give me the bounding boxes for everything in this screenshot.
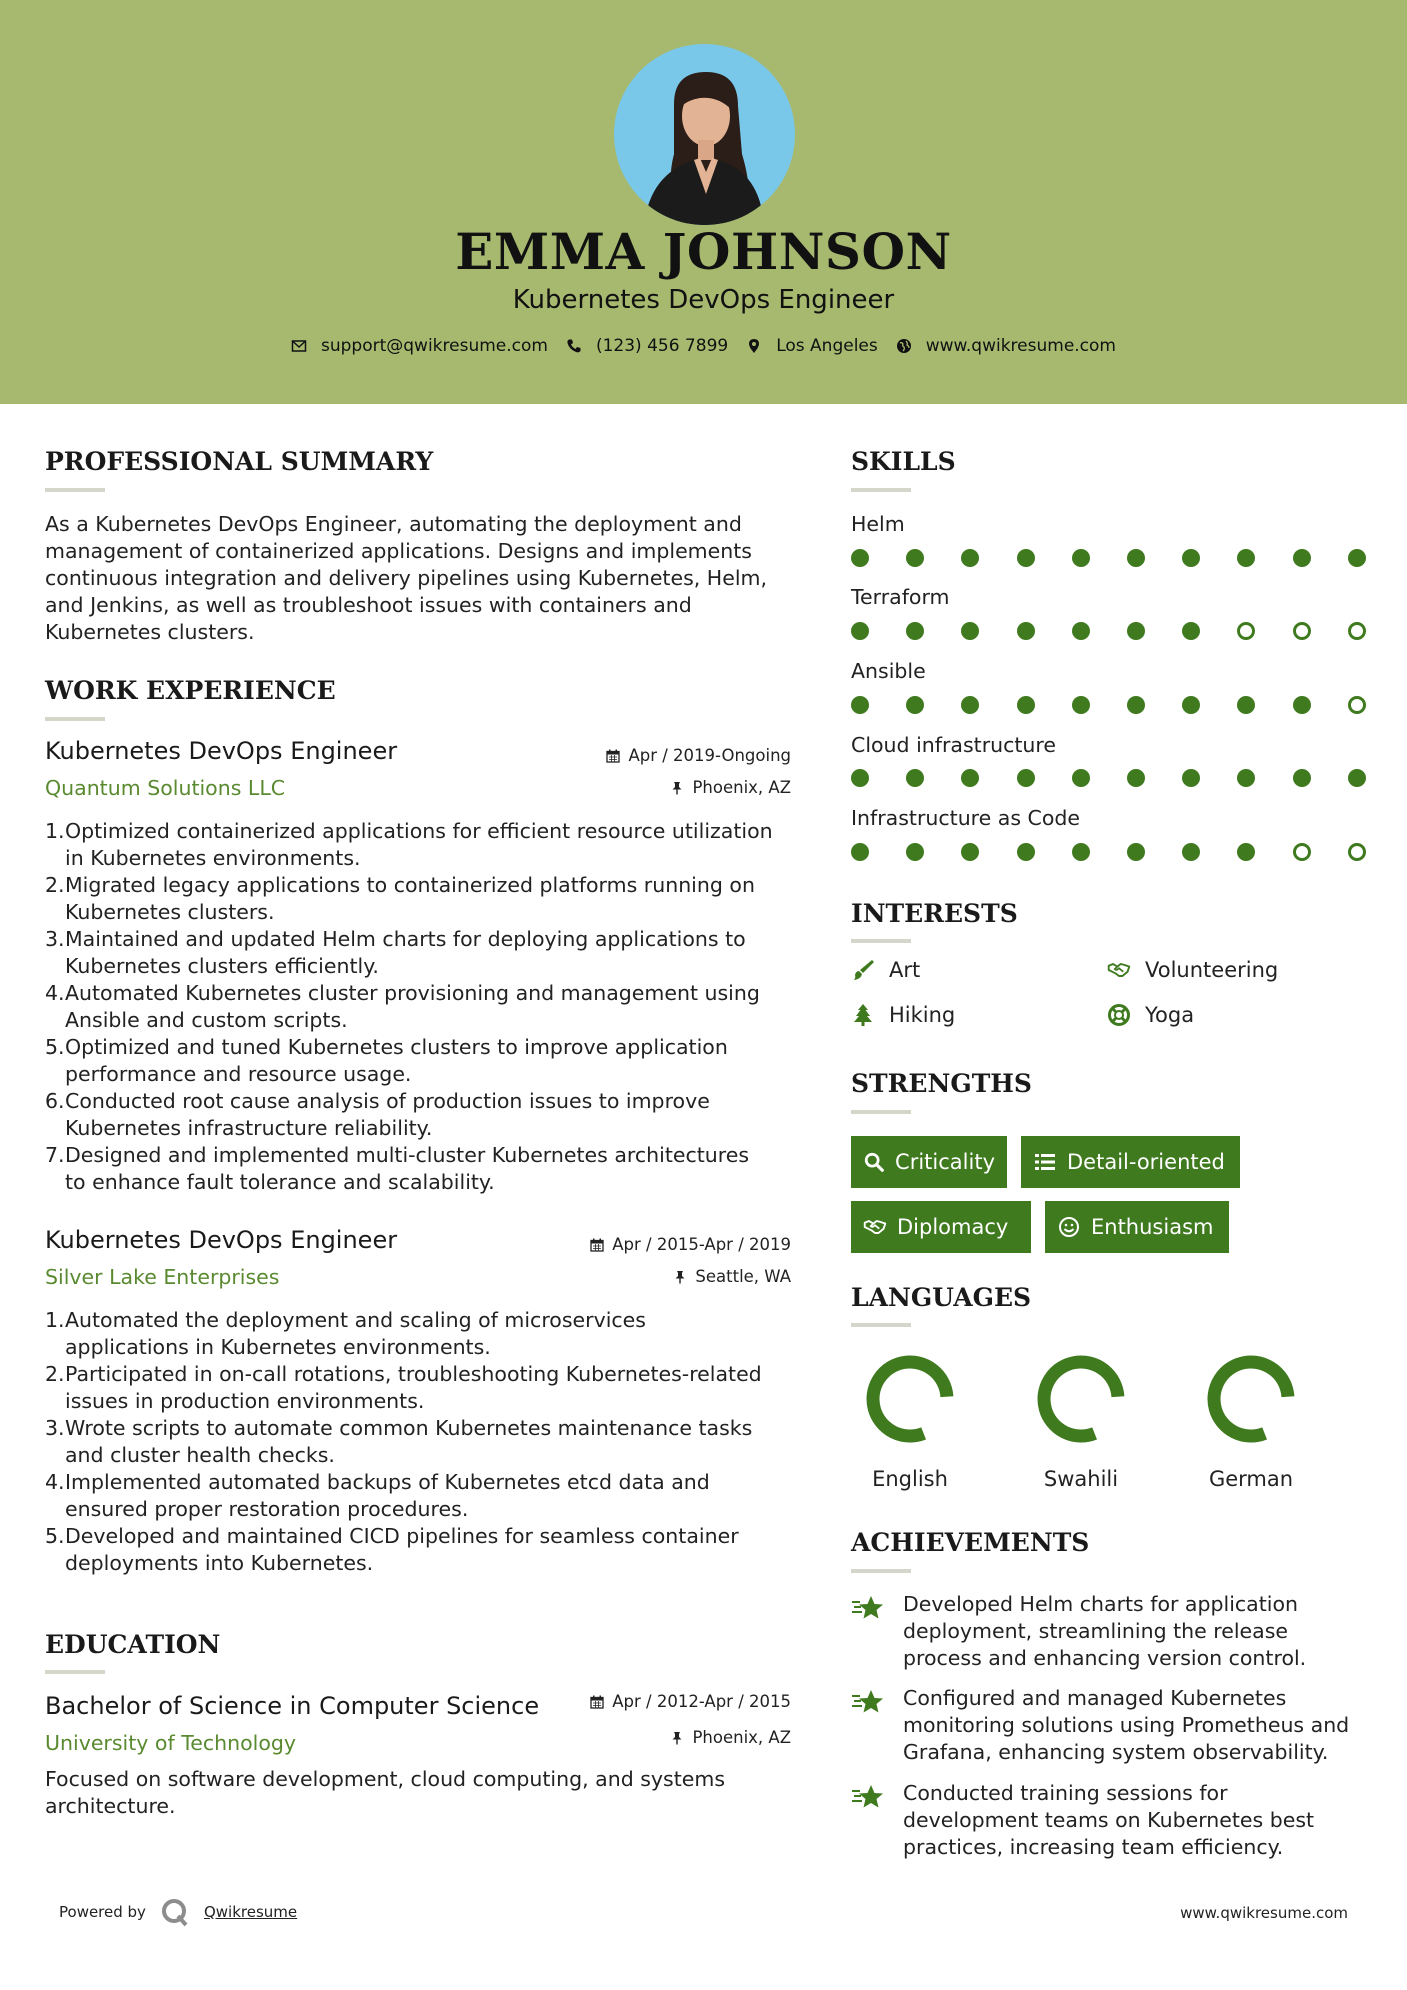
- skill-dot-filled: [1293, 696, 1311, 714]
- degree-title: Bachelor of Science in Computer Science: [45, 1692, 540, 1720]
- achievement-item: [851, 1685, 1349, 1766]
- skill-dot-empty: [1237, 622, 1255, 640]
- lifebuoy-icon: [1107, 1003, 1131, 1027]
- duty-line: in Kubernetes environments.: [65, 846, 361, 870]
- list-item: 7. Designed and implemented multi-cluster Kubernetes architectures to enhance fault tolerance and scalability.: [45, 1143, 750, 1194]
- pushpin-icon: [673, 1270, 687, 1284]
- skill-dot-filled: [1127, 843, 1145, 861]
- skill-dot-filled: [961, 843, 979, 861]
- achievement-line: process and enhancing version control.: [903, 1646, 1307, 1670]
- envelope-icon: [291, 338, 307, 354]
- interest-hiking: [851, 1003, 955, 1027]
- profile-photo: [614, 44, 795, 225]
- experience-underline: [45, 717, 105, 721]
- achievement-line: monitoring solutions using Prometheus and: [903, 1713, 1350, 1737]
- language-progress-ring: [860, 1349, 960, 1449]
- skill-dot-filled: [906, 843, 924, 861]
- list-item: 5. Optimized and tuned Kubernetes clusters to improve application performance and resource usage.: [45, 1035, 728, 1086]
- skill-dot-filled: [1017, 769, 1035, 787]
- skill-dot-empty: [1348, 696, 1366, 714]
- strengths-underline: [851, 1110, 911, 1114]
- job-company: Silver Lake Enterprises: [45, 1265, 280, 1289]
- skill-dot-filled: [961, 696, 979, 714]
- duty-line: deployments into Kubernetes.: [65, 1551, 374, 1575]
- education-line: Focused on software development, cloud computing, and systems: [45, 1767, 726, 1791]
- skill-dot-filled: [906, 696, 924, 714]
- language-english: [855, 1349, 965, 1491]
- language-label: English: [872, 1467, 948, 1491]
- skill-dot-filled: [1237, 769, 1255, 787]
- powered-by-brand-link[interactable]: Qwikresume: [203, 1903, 298, 1921]
- duty-line: applications in Kubernetes environments.: [65, 1335, 491, 1359]
- education-location-text: Phoenix, AZ: [692, 1728, 791, 1747]
- duty-line: Maintained and updated Helm charts for deploying applications to: [65, 927, 746, 951]
- job-location: [670, 778, 791, 797]
- achievement-line: development teams on Kubernetes best: [903, 1808, 1315, 1832]
- list-item: 5. Developed and maintained CICD pipelines for seamless container deployments into Kubernetes.: [45, 1524, 739, 1575]
- skill-dot-filled: [1293, 769, 1311, 787]
- skill-dot-filled: [1127, 549, 1145, 567]
- interest-volunteering: [1107, 958, 1278, 982]
- list-item: 4. Implemented automated backups of Kubernetes etcd data and ensured proper restoration procedures.: [45, 1470, 710, 1521]
- strength-label: Diplomacy: [897, 1215, 1009, 1239]
- skill-dot-filled: [961, 769, 979, 787]
- language-swahili: [1026, 1349, 1136, 1491]
- footer-website-link[interactable]: www.qwikresume.com: [1180, 1904, 1348, 1922]
- phone-icon: [566, 338, 582, 354]
- contact-website-text: www.qwikresume.com: [925, 336, 1116, 356]
- summary-line: management of containerized applications. Designs and implements: [45, 539, 752, 563]
- list-item: 3. Wrote scripts to automate common Kubernetes maintenance tasks and cluster health checks.: [45, 1416, 753, 1467]
- skill-dot-filled: [1072, 843, 1090, 861]
- profile-photo-image: [614, 44, 795, 225]
- skill-dot-filled: [1072, 696, 1090, 714]
- skill-dot-filled: [1127, 696, 1145, 714]
- duty-line: Participated in on-call rotations, troubleshooting Kubernetes-related: [65, 1362, 762, 1386]
- skill-dot-filled: [1072, 549, 1090, 567]
- summary-line: and Jenkins, as well as troubleshoot issues with containers and: [45, 593, 692, 617]
- achievement-line: practices, increasing team efficiency.: [903, 1835, 1284, 1859]
- contact-phone-text: (123) 456 7899: [595, 336, 729, 356]
- contact-email[interactable]: [291, 336, 548, 356]
- skill-dot-filled: [1293, 549, 1311, 567]
- skill-name: Cloud infrastructure: [851, 733, 1056, 757]
- skill-dot-filled: [1237, 843, 1255, 861]
- duty-line: ensured proper restoration procedures.: [65, 1497, 469, 1521]
- header-banner: [0, 0, 1407, 404]
- strength-badge-detail-oriented: [1021, 1136, 1240, 1188]
- education-heading: EDUCATION: [45, 1630, 221, 1659]
- contact-email-text: support@qwikresume.com: [321, 336, 548, 356]
- languages-heading: LANGUAGES: [851, 1283, 1032, 1312]
- language-progress-ring: [1201, 1349, 1301, 1449]
- language-german: [1196, 1349, 1306, 1491]
- skill-dot-filled: [1237, 696, 1255, 714]
- skill-dot-filled: [851, 696, 869, 714]
- strength-label: Detail-oriented: [1067, 1150, 1225, 1174]
- skill-dot-filled: [1127, 622, 1145, 640]
- contact-location-text: Los Angeles: [776, 336, 878, 356]
- skill-dot-filled: [1127, 769, 1145, 787]
- duty-line: Migrated legacy applications to containerized platforms running on: [65, 873, 755, 897]
- education-line: architecture.: [45, 1794, 176, 1818]
- summary-text: [45, 511, 767, 646]
- job-dates: [590, 1235, 791, 1254]
- skill-dot-filled: [906, 549, 924, 567]
- summary-line: As a Kubernetes DevOps Engineer, automating the deployment and: [45, 512, 742, 536]
- duty-line: Implemented automated backups of Kubernetes etcd data and: [65, 1470, 710, 1494]
- interests-underline: [851, 939, 911, 943]
- list-item: 1. Optimized containerized applications for efficient resource utilization in Kubernetes environments.: [45, 819, 773, 870]
- interests-heading: INTERESTS: [851, 899, 1018, 928]
- job-dates-text: Apr / 2019-Ongoing: [628, 746, 791, 765]
- job-company: Quantum Solutions LLC: [45, 776, 286, 800]
- skill-dot-filled: [1072, 769, 1090, 787]
- achievement-line: Conducted training sessions for: [903, 1781, 1228, 1805]
- contact-phone[interactable]: [566, 336, 728, 356]
- strengths-heading: STRENGTHS: [851, 1069, 1032, 1098]
- strength-label: Enthusiasm: [1091, 1215, 1214, 1239]
- calendar-icon: [590, 1695, 604, 1709]
- duty-line: to enhance fault tolerance and scalability.: [65, 1170, 495, 1194]
- interest-label: Volunteering: [1145, 958, 1279, 982]
- handshake-icon: [1107, 958, 1131, 982]
- skill-dot-empty: [1293, 622, 1311, 640]
- achievement-line: Configured and managed Kubernetes: [903, 1686, 1287, 1710]
- globe-icon: [896, 338, 912, 354]
- tree-icon: [851, 1003, 875, 1027]
- list-item: 3. Maintained and updated Helm charts for deploying applications to Kubernetes clusters efficiently.: [45, 927, 746, 978]
- list-item: 4. Automated Kubernetes cluster provisioning and management using Ansible and custom scripts.: [45, 981, 760, 1032]
- duty-line: Automated Kubernetes cluster provisioning and management using: [65, 981, 760, 1005]
- skill-dot-filled: [851, 622, 869, 640]
- duty-line: Kubernetes clusters.: [65, 900, 275, 924]
- interest-yoga: [1107, 1003, 1194, 1027]
- skill-dot-filled: [961, 622, 979, 640]
- skills-heading: SKILLS: [851, 447, 956, 476]
- skill-dot-filled: [961, 549, 979, 567]
- achievements-underline: [851, 1569, 911, 1573]
- achievements-heading: ACHIEVEMENTS: [851, 1528, 1090, 1557]
- skill-dot-filled: [1348, 549, 1366, 567]
- achievement-item: [851, 1780, 1314, 1861]
- skill-dot-empty: [1348, 622, 1366, 640]
- achievement-line: deployment, streamlining the release: [903, 1619, 1289, 1643]
- job-dates: [606, 746, 791, 765]
- summary-line: continuous integration and delivery pipelines using Kubernetes, Helm,: [45, 566, 768, 590]
- smile-icon: [1057, 1215, 1081, 1239]
- skill-dot-filled: [1182, 843, 1200, 861]
- powered-by-text: Powered by: [59, 1903, 146, 1921]
- skill-dot-filled: [851, 769, 869, 787]
- skill-dot-empty: [1348, 843, 1366, 861]
- skill-dot-empty: [1293, 843, 1311, 861]
- skill-dot-filled: [1182, 622, 1200, 640]
- list-item: 6. Conducted root cause analysis of production issues to improve Kubernetes infrastructure reliability.: [45, 1089, 710, 1140]
- duty-line: performance and resource usage.: [65, 1062, 412, 1086]
- job-duties-list: [45, 1307, 762, 1577]
- map-pin-icon: [746, 338, 762, 354]
- school-name: University of Technology: [45, 1731, 297, 1755]
- language-label: Swahili: [1043, 1467, 1119, 1491]
- skill-dot-filled: [1348, 769, 1366, 787]
- interest-label: Art: [889, 958, 921, 982]
- experience-heading: WORK EXPERIENCE: [45, 676, 336, 705]
- list-icon: [1033, 1150, 1057, 1174]
- job-duties-list: [45, 818, 773, 1196]
- education-underline: [45, 1670, 105, 1674]
- job-dates-text: Apr / 2015-Apr / 2019: [612, 1235, 791, 1254]
- languages-underline: [851, 1323, 911, 1327]
- language-label: German: [1208, 1467, 1294, 1491]
- strength-badge-enthusiasm: [1045, 1201, 1229, 1253]
- skill-dot-filled: [1182, 769, 1200, 787]
- skill-name: Infrastructure as Code: [851, 806, 1081, 830]
- achievement-line: Developed Helm charts for application: [903, 1592, 1299, 1616]
- pushpin-icon: [670, 781, 684, 795]
- candidate-title: Kubernetes DevOps Engineer: [512, 285, 895, 315]
- summary-line: Kubernetes clusters.: [45, 620, 255, 644]
- education-description: [45, 1766, 725, 1820]
- skill-dot-filled: [1017, 549, 1035, 567]
- skill-dot-filled: [1182, 696, 1200, 714]
- skill-dot-filled: [1017, 696, 1035, 714]
- duty-line: Optimized and tuned Kubernetes clusters to improve application: [65, 1035, 728, 1059]
- achievement-item: [851, 1591, 1306, 1672]
- duty-line: and cluster health checks.: [65, 1443, 335, 1467]
- duty-line: Developed and maintained CICD pipelines for seamless container: [65, 1524, 739, 1548]
- skill-dot-filled: [1182, 549, 1200, 567]
- skill-dot-filled: [1072, 622, 1090, 640]
- job-location-text: Phoenix, AZ: [692, 778, 791, 797]
- duty-line: Conducted root cause analysis of production issues to improve: [65, 1089, 710, 1113]
- summary-heading: PROFESSIONAL SUMMARY: [45, 447, 434, 476]
- job-location-text: Seattle, WA: [695, 1267, 791, 1286]
- skill-dot-filled: [906, 769, 924, 787]
- achievement-line: Grafana, enhancing system observability.: [903, 1740, 1329, 1764]
- strength-badge-criticality: [851, 1136, 1007, 1188]
- duty-line: Kubernetes clusters efficiently.: [65, 954, 379, 978]
- skill-dot-filled: [1017, 622, 1035, 640]
- list-item: 2. Participated in on-call rotations, troubleshooting Kubernetes-related issues in production environments.: [45, 1362, 762, 1413]
- education-dates: [590, 1692, 791, 1711]
- candidate-name: EMMA JOHNSON: [455, 222, 952, 281]
- skill-name: Ansible: [851, 659, 926, 683]
- strength-badge-diplomacy: [851, 1201, 1031, 1253]
- job-title: Kubernetes DevOps Engineer: [45, 737, 398, 765]
- skill-dot-filled: [851, 549, 869, 567]
- duty-line: issues in production environments.: [65, 1389, 425, 1413]
- star-icon: [851, 1687, 885, 1717]
- duty-line: Wrote scripts to automate common Kubernetes maintenance tasks: [65, 1416, 753, 1440]
- duty-line: Optimized containerized applications for efficient resource utilization: [65, 819, 773, 843]
- skill-dot-filled: [1017, 843, 1035, 861]
- duty-line: Kubernetes infrastructure reliability.: [65, 1116, 433, 1140]
- search-icon: [863, 1150, 885, 1174]
- job-location: [673, 1267, 791, 1286]
- contact-row: [0, 336, 1407, 356]
- calendar-icon: [606, 749, 620, 763]
- job-title: Kubernetes DevOps Engineer: [45, 1226, 398, 1254]
- contact-website[interactable]: [896, 336, 1116, 356]
- skill-dot-filled: [851, 843, 869, 861]
- duty-line: Designed and implemented multi-cluster Kubernetes architectures: [65, 1143, 750, 1167]
- duty-line: Ansible and custom scripts.: [65, 1008, 348, 1032]
- skill-dot-filled: [1237, 549, 1255, 567]
- calendar-icon: [590, 1238, 604, 1252]
- language-progress-ring: [1031, 1349, 1131, 1449]
- skill-name: Terraform: [851, 585, 950, 609]
- strength-label: Criticality: [895, 1150, 995, 1174]
- duty-line: Automated the deployment and scaling of microservices: [65, 1308, 646, 1332]
- interest-art: [851, 958, 920, 982]
- handshake-icon: [863, 1215, 887, 1239]
- summary-underline: [45, 488, 105, 492]
- education-dates-text: Apr / 2012-Apr / 2015: [612, 1692, 791, 1711]
- star-icon: [851, 1782, 885, 1812]
- skill-dot-filled: [906, 622, 924, 640]
- education-location: [670, 1728, 791, 1747]
- footer-powered-by: [59, 1897, 297, 1927]
- interest-label: Yoga: [1145, 1003, 1195, 1027]
- skill-name: Helm: [851, 512, 905, 536]
- paintbrush-icon: [851, 958, 875, 982]
- skills-underline: [851, 488, 911, 492]
- contact-location: [746, 336, 878, 356]
- list-item: 1. Automated the deployment and scaling of microservices applications in Kubernetes environments.: [45, 1308, 646, 1359]
- pushpin-icon: [670, 1731, 684, 1745]
- star-icon: [851, 1593, 885, 1623]
- list-item: 2. Migrated legacy applications to containerized platforms running on Kubernetes clusters.: [45, 873, 755, 924]
- interest-label: Hiking: [889, 1003, 956, 1027]
- qwikresume-logo-icon: [160, 1897, 190, 1927]
